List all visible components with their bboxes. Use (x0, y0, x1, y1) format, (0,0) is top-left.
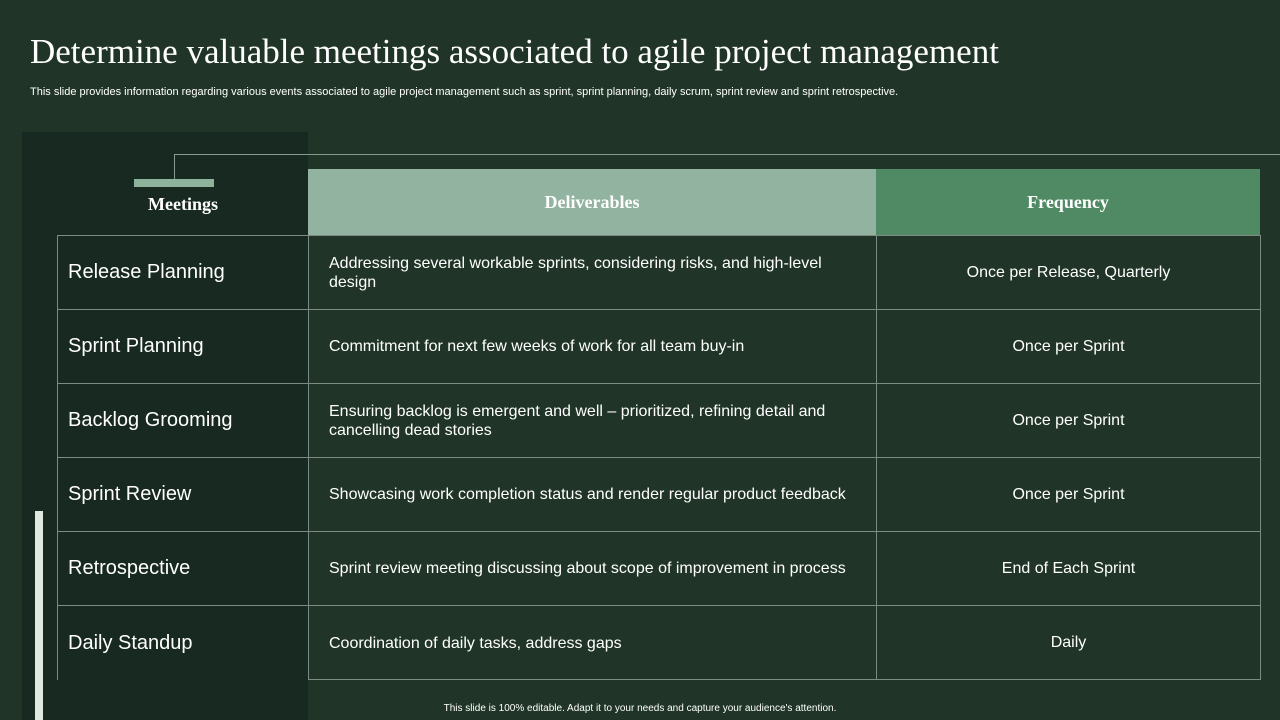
table-row (58, 236, 1260, 310)
deliverable-text: Addressing several workable sprints, considering risks, and high-level design (308, 236, 876, 309)
table-row (58, 458, 1260, 532)
slide-subtitle: This slide provides information regarding various events associated to agile project management such as sprint, sprint planning, daily scrum, sprint review and sprint retrospective. (30, 86, 899, 98)
accent-line (35, 511, 43, 720)
table-row (58, 310, 1260, 384)
slide-title: Determine valuable meetings associated to agile project management (30, 32, 999, 71)
meetings-table (57, 235, 1261, 680)
frequency-text: End of Each Sprint (876, 532, 1260, 605)
frequency-text: Once per Sprint (876, 458, 1260, 531)
meetings-header-bar (134, 179, 214, 187)
deliverable-text: Commitment for next few weeks of work for all team buy-in (308, 310, 876, 383)
meeting-name: Daily Standup (58, 606, 308, 680)
deliverable-text: Showcasing work completion status and render regular product feedback (308, 458, 876, 531)
header-frequency: Frequency (876, 169, 1260, 235)
meeting-name: Backlog Grooming (58, 384, 308, 457)
meeting-name: Sprint Planning (58, 310, 308, 383)
meeting-name: Sprint Review (58, 458, 308, 531)
meeting-name: Retrospective (58, 532, 308, 605)
deliverable-text: Sprint review meeting discussing about scope of improvement in process (308, 532, 876, 605)
frequency-text: Once per Sprint (876, 384, 1260, 457)
deliverable-text: Ensuring backlog is emergent and well – prioritized, refining detail and cancelling dead stories (308, 384, 876, 457)
table-row (58, 606, 1260, 680)
footer-note: This slide is 100% editable. Adapt it to your needs and capture your audience's attention. (443, 703, 837, 714)
frequency-text: Once per Sprint (876, 310, 1260, 383)
connector-line-vertical (174, 154, 175, 179)
deliverable-text: Coordination of daily tasks, address gaps (308, 606, 876, 680)
frequency-text: Daily (876, 606, 1260, 680)
header-meetings: Meetings (148, 193, 218, 214)
table-row (58, 532, 1260, 606)
meeting-name: Release Planning (58, 236, 308, 309)
table-row (58, 384, 1260, 458)
frequency-text: Once per Release, Quarterly (876, 236, 1260, 309)
header-deliverables: Deliverables (308, 169, 876, 235)
connector-line-horizontal (174, 154, 1280, 155)
